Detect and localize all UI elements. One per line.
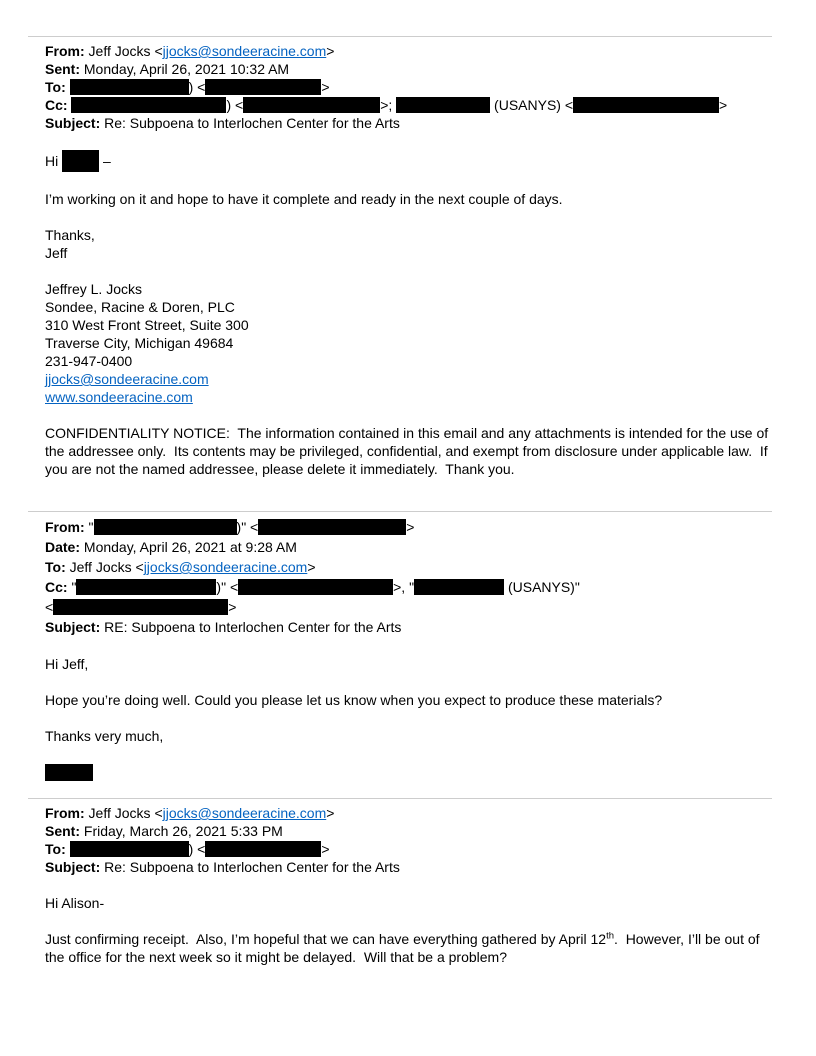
redaction-bar: [414, 579, 504, 595]
header-to-line: To: ) < >: [45, 79, 330, 95]
greeting-line: Hi –: [45, 150, 771, 172]
header-from-line: From: Jeff Jocks <jjocks@sondeeracine.com>: [45, 805, 335, 821]
header-cc-line: Cc: ) < >; (USANYS) < >: [45, 97, 728, 113]
redaction-bar: [205, 841, 321, 857]
greeting-line: Hi Jeff,: [45, 656, 89, 672]
signature-street-line: 310 West Front Street, Suite 300: [45, 317, 249, 333]
thread-divider-3: [28, 798, 772, 799]
field-label: Sent:: [45, 61, 80, 77]
email-2-header: [45, 517, 771, 637]
redacted-signature-name: [45, 763, 771, 781]
signature-phone-line: 231-947-0400: [45, 353, 133, 369]
redaction-bar: [205, 79, 321, 95]
header-sent-line: Sent: Friday, March 26, 2021 5:33 PM: [45, 823, 283, 839]
header-to-line: To: Jeff Jocks <jjocks@sondeeracine.com>: [45, 559, 316, 575]
header-cc-overflow-line: < >: [45, 599, 237, 615]
field-label: Cc:: [45, 579, 68, 595]
body-paragraph: I’m working on it and hope to have it complete and ready in the next couple of days.: [45, 191, 563, 207]
field-label: To:: [45, 79, 66, 95]
header-cc-line: Cc: " )" < >, " (USANYS)": [45, 579, 580, 595]
signature-website-line: [45, 388, 771, 406]
hyperlink[interactable]: jjocks@sondeeracine.com: [143, 559, 308, 575]
closing-name-line: Jeff: [45, 245, 68, 261]
superscript-text: th: [606, 930, 615, 942]
header-subject-line: Subject: RE: Subpoena to Interlochen Center for the Arts: [45, 619, 402, 635]
email-message-2: [45, 517, 771, 781]
header-from-line: From: " )" < >: [45, 519, 415, 535]
redaction-bar: [71, 97, 226, 113]
closing-line: Thanks,: [45, 227, 95, 243]
header-from-line: From: Jeff Jocks <jjocks@sondeeracine.com>: [45, 43, 335, 59]
signature-email-line: [45, 370, 771, 388]
header-sent-line: Sent: Monday, April 26, 2021 10:32 AM: [45, 61, 290, 77]
field-label: Subject:: [45, 859, 101, 875]
hyperlink[interactable]: jjocks@sondeeracine.com: [162, 43, 327, 59]
signature-name-line: Jeffrey L. Jocks: [45, 281, 143, 297]
field-label: Cc:: [45, 97, 68, 113]
email-3-header: [45, 804, 771, 876]
confidentiality-notice: CONFIDENTIALITY NOTICE: The information contained in this email and any attachments is intended for the use of the addressee only. Its contents may be privileged, confidential, and exempt from disclosure under applicable law. If you are not the named addressee, please delete it immediately. Thank you.: [45, 425, 773, 477]
email-1-header: [45, 42, 771, 132]
email-2-body: [45, 655, 771, 781]
signature-city-line: Traverse City, Michigan 49684: [45, 335, 234, 351]
thread-divider-2: [28, 511, 772, 512]
hyperlink[interactable]: jjocks@sondeeracine.com: [45, 371, 209, 387]
field-label: From:: [45, 519, 85, 535]
greeting-line: Hi Alison-: [45, 895, 105, 911]
closing-line: Thanks very much,: [45, 728, 164, 744]
email-message-1: [45, 42, 771, 478]
redaction-bar: [70, 79, 189, 95]
body-paragraph: Hope you’re doing well. Could you please let us know when you expect to produce these materials?: [45, 692, 663, 708]
redaction-bar: [70, 841, 189, 857]
field-label: Subject:: [45, 619, 101, 635]
redaction-bar: [573, 97, 719, 113]
header-subject-line: Subject: Re: Subpoena to Interlochen Center for the Arts: [45, 115, 400, 131]
redaction-bar: [45, 764, 93, 781]
hyperlink[interactable]: jjocks@sondeeracine.com: [162, 805, 327, 821]
email-message-3: [45, 804, 771, 966]
redaction-bar: [396, 97, 490, 113]
header-date-line: Date: Monday, April 26, 2021 at 9:28 AM: [45, 539, 297, 555]
redaction-bar: [243, 97, 380, 113]
field-label: To:: [45, 559, 66, 575]
redaction-bar: [258, 519, 406, 535]
hyperlink[interactable]: www.sondeeracine.com: [45, 389, 193, 405]
email-3-body: [45, 894, 771, 966]
field-label: Subject:: [45, 115, 101, 131]
email-1-body: [45, 150, 771, 478]
signature-firm-line: Sondee, Racine & Doren, PLC: [45, 299, 235, 315]
field-label: To:: [45, 841, 66, 857]
field-label: Sent:: [45, 823, 80, 839]
redaction-bar: [62, 150, 99, 172]
header-to-line: To: ) < >: [45, 841, 330, 857]
field-label: Date:: [45, 539, 81, 555]
redaction-bar: [238, 579, 393, 595]
field-label: From:: [45, 43, 85, 59]
redaction-bar: [76, 579, 216, 595]
body-paragraph: Just confirming receipt. Also, I’m hopeful that we can have everything gathered by April 12th. However, I’ll be out of the office for the next week so it might be delayed. Will that be a problem?: [45, 930, 764, 965]
field-label: From:: [45, 805, 85, 821]
thread-divider-1: [28, 36, 772, 37]
header-subject-line: Subject: Re: Subpoena to Interlochen Center for the Arts: [45, 859, 400, 875]
redaction-bar: [53, 599, 228, 615]
redaction-bar: [94, 519, 237, 535]
